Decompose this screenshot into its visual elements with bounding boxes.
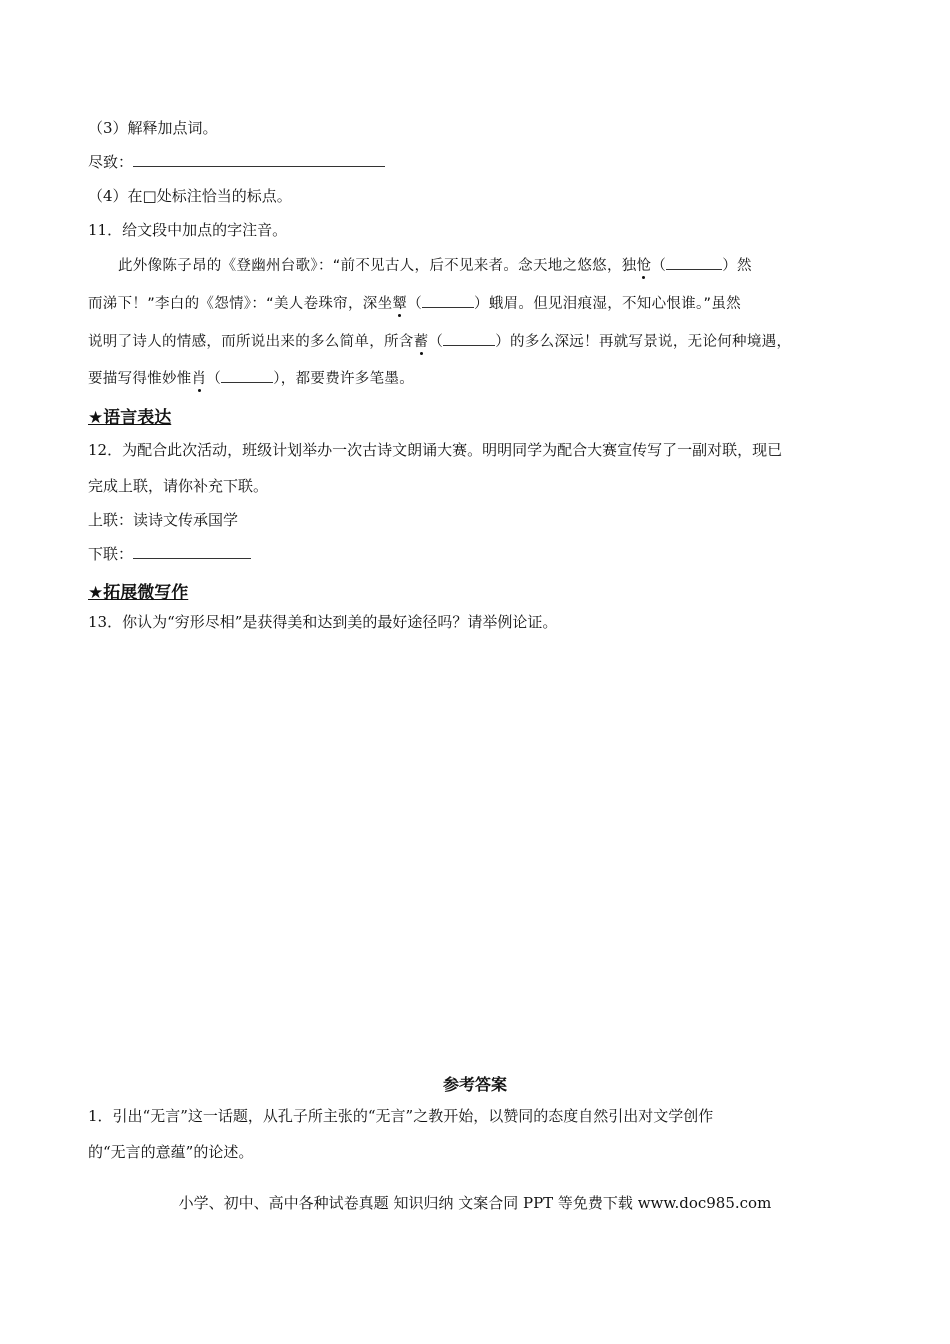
q11-passage-line-1: 此外像陈子昂的《登幽州台歌》：“前不见古人，后不见来者。念天地之悠悠，独怆（ ）然 <box>118 258 752 274</box>
dotted-char: 肖 <box>191 371 207 387</box>
answer-1-line-1: 1．引出“无言”这一话题，从孔子所主张的“无言”之教开始，以赞同的态度自然引出对文学创作 <box>88 1107 714 1125</box>
q12-line-1: 12．为配合此次活动，班级计划举办一次古诗文朗诵大赛。明明同学为配合大赛宣传写了一副对联，现已 <box>88 441 783 459</box>
q13: 13．你认为“穷形尽相”是获得美和达到美的最好途径吗？请举例论证。 <box>88 613 558 631</box>
footer-text: 小学、初中、高中各种试卷真题 知识归纳 文案合同 PPT 等免费下载 www.doc985.com <box>178 1194 772 1212</box>
dotted-char: 颦 <box>392 296 408 312</box>
pinyin-blank[interactable] <box>221 369 273 383</box>
q10-sub4: （4）在□处标注恰当的标点。 <box>88 187 292 205</box>
q11-passage-line-3: 说明了诗人的情感，而所说出来的多么简单，所含蓄（ ）的多么深远！再就写景说，无论何种境遇， <box>88 334 792 350</box>
q11-passage-line-2: 而涕下！”李白的《怨情》：“美人卷珠帘，深坐颦（ ）蛾眉。但见泪痕湿，不知心恨谁。”虽然 <box>88 296 741 312</box>
answer-1-line-2: 的“无言的意蕴”的论述。 <box>88 1143 254 1161</box>
section-heading-writing: ★拓展微写作 <box>88 583 189 603</box>
q12-lower-label: 下联： <box>88 545 134 563</box>
pinyin-blank[interactable] <box>666 256 722 270</box>
pinyin-blank[interactable] <box>422 294 474 308</box>
q12-line-2: 完成上联，请你补充下联。 <box>88 477 269 495</box>
dotted-char: 怆 <box>636 258 652 274</box>
answer-blank[interactable] <box>133 152 385 167</box>
q10-sub3: （3）解释加点词。 <box>88 119 218 137</box>
dotted-char: 蓄 <box>413 334 429 350</box>
q10-sub3-answer-line <box>88 152 385 172</box>
q12-lower-couplet <box>88 544 251 564</box>
q11-title: 11．给文段中加点的字注音。 <box>88 221 288 239</box>
pinyin-blank[interactable] <box>443 332 495 346</box>
q12-upper-couplet: 上联：读诗文传承国学 <box>88 511 239 529</box>
answers-heading: 参考答案 <box>442 1075 507 1094</box>
section-heading-language: ★语言表达 <box>88 408 172 428</box>
q11-passage-line-4: 要描写得惟妙惟肖（ ），都要费许多笔墨。 <box>88 371 414 387</box>
answer-blank[interactable] <box>133 544 251 559</box>
q10-sub3-label: 尽致： <box>88 153 134 171</box>
